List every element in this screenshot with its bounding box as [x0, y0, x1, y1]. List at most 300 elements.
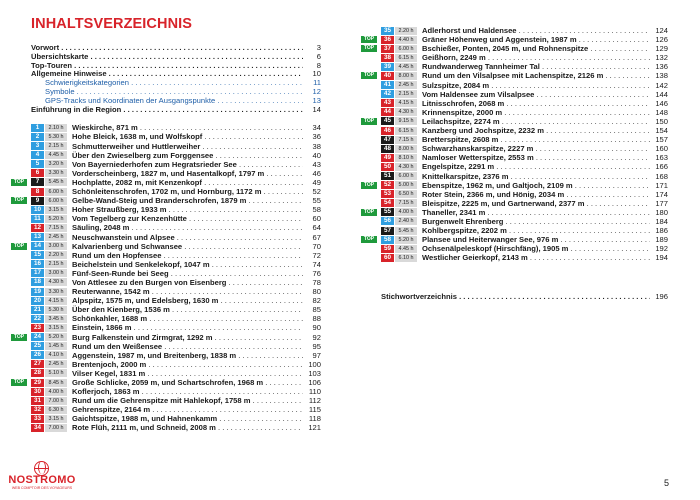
toc-entry[interactable] — [31, 79, 321, 88]
tour-duration: 2.20 h — [395, 27, 417, 35]
tour-entry[interactable] — [31, 151, 321, 160]
tour-page: 110 — [308, 387, 321, 397]
tour-number: 46 — [381, 127, 394, 135]
tour-page: 129 — [655, 44, 668, 54]
tour-page: 168 — [655, 171, 668, 181]
tour-title: Hoher Straußberg, 1933 m . . . — [72, 205, 303, 214]
tour-entry[interactable] — [381, 253, 668, 262]
tour-number: 43 — [381, 99, 394, 107]
tour-page: 138 — [655, 71, 668, 81]
tour-page: 46 — [312, 168, 321, 178]
tour-number: 38 — [381, 54, 394, 62]
tour-title: Über den Kienberg, 1536 m . . . — [72, 305, 303, 314]
toc-entry-page: 3 — [316, 43, 321, 52]
tour-entry[interactable] — [363, 207, 668, 217]
tour-duration: 4.30 h — [395, 108, 417, 116]
tour-entry[interactable] — [31, 342, 321, 351]
tour-entry[interactable] — [31, 414, 321, 423]
tour-title: Sulzspitze, 2084 m . . . — [422, 81, 650, 90]
tour-entry[interactable] — [31, 360, 321, 369]
top-tour-badge: TOP — [361, 182, 377, 189]
tour-entry[interactable] — [31, 423, 321, 432]
tour-number: 31 — [31, 397, 44, 405]
logo-subtitle: WEB COMPTOIR DES VOYAGEURS — [11, 486, 73, 490]
tour-title: Thaneller, 2341 m . . . — [422, 208, 650, 217]
toc-entry-page: 12 — [312, 86, 321, 96]
tour-duration: 3.00 h — [45, 242, 67, 250]
tour-duration: 3.45 h — [45, 315, 67, 323]
toc-entry-page: 8 — [316, 60, 321, 70]
tour-entry[interactable] — [13, 241, 321, 251]
tour-number: 5 — [31, 160, 44, 168]
tour-entry[interactable] — [381, 153, 668, 162]
tour-page: 34 — [312, 123, 321, 133]
tour-number: 40 — [381, 72, 394, 80]
tour-duration: 7.15 h — [45, 224, 67, 232]
index-entry-title: Stichwortverzeichnis . . . — [381, 293, 650, 302]
tour-number: 56 — [381, 217, 394, 225]
tour-title: Hohe Bleick, 1638 m, und Wolfskopf . . . — [72, 132, 303, 141]
tour-duration: 9.15 h — [395, 117, 417, 125]
tour-duration: 5.45 h — [395, 227, 417, 235]
index-entry[interactable] — [381, 293, 668, 302]
tour-entry[interactable] — [363, 235, 668, 245]
tour-number: 45 — [381, 117, 394, 125]
tour-duration: 2.15 h — [395, 90, 417, 98]
tour-page: 52 — [312, 187, 321, 197]
tour-entry[interactable] — [381, 26, 668, 35]
tour-number: 60 — [381, 254, 394, 262]
tour-duration: 5.20 h — [395, 236, 417, 244]
tour-page: 192 — [655, 244, 668, 254]
toc-entry-title: Vorwort . . . — [31, 44, 303, 53]
tour-page: 157 — [655, 135, 668, 145]
tour-title: Säuling, 2048 m . . . — [72, 223, 303, 232]
tour-title: Schönleitenschrofen, 1702 m, und Hornburg, 1172 m . . . — [72, 187, 303, 196]
tour-duration: 8.45 h — [45, 379, 67, 387]
section-gap — [31, 114, 321, 123]
tour-entry[interactable] — [31, 169, 321, 178]
top-tour-badge: TOP — [11, 379, 27, 386]
tour-page: 186 — [655, 226, 668, 236]
tour-entry[interactable] — [31, 369, 321, 378]
tour-duration: 6.00 h — [395, 172, 417, 180]
tour-number: 24 — [31, 333, 44, 341]
tour-page: 40 — [312, 150, 321, 160]
tour-number: 17 — [31, 269, 44, 277]
tour-entry[interactable] — [31, 296, 321, 305]
tour-entry[interactable] — [381, 53, 668, 62]
tour-entry[interactable] — [31, 278, 321, 287]
toc-entry-title: GPS-Tracks und Koordinaten der Ausgangspunkte . . . — [31, 97, 303, 106]
tour-title: Rund um den Weißensee . . . — [72, 342, 303, 351]
tour-number: 37 — [381, 45, 394, 53]
index-entry-page: 196 — [655, 292, 668, 301]
tour-duration: 5.00 h — [395, 181, 417, 189]
top-tour-badge: TOP — [361, 118, 377, 125]
tour-title: Leilachspitze, 2274 m . . . — [422, 117, 650, 126]
tour-number: 35 — [381, 27, 394, 35]
toc-entry[interactable] — [31, 53, 321, 62]
tour-page: 76 — [312, 268, 321, 278]
toc-entry-page: 14 — [312, 104, 321, 114]
tour-entry[interactable] — [381, 99, 668, 108]
top-tour-badge: TOP — [361, 45, 377, 52]
tour-page: 72 — [312, 250, 321, 260]
tour-title: Schmutterweiher und Huttlerweiher . . . — [72, 142, 303, 151]
tour-title: Große Schlicke, 2059 m, und Schartschrofen, 1968 m . . . — [72, 378, 303, 387]
tour-title: Gehrenspitze, 2164 m . . . — [72, 405, 303, 414]
tour-title: Ebenspitze, 1962 m, und Galtjoch, 2109 m . . . — [422, 181, 650, 190]
tour-number: 18 — [31, 278, 44, 286]
tour-duration: 7.15 h — [395, 136, 417, 144]
tour-page: 121 — [308, 423, 321, 433]
tour-page: 124 — [655, 26, 668, 35]
tour-page: 150 — [655, 116, 668, 126]
tour-duration: 3.15 h — [45, 206, 67, 214]
tour-duration: 4.45 h — [395, 245, 417, 253]
tour-entry[interactable] — [381, 108, 668, 117]
tour-duration: 2.20 h — [45, 251, 67, 259]
tour-entry[interactable] — [31, 260, 321, 269]
top-tour-badge: TOP — [11, 243, 27, 250]
tour-entry[interactable] — [31, 287, 321, 296]
tour-page: 136 — [655, 62, 668, 72]
tour-title: Vilser Kegel, 1831 m . . . — [72, 369, 303, 378]
tour-title: Vom Haldensee zum Vilsalpsee . . . — [422, 90, 650, 99]
tour-title: Engelspitze, 2291 m . . . — [422, 162, 650, 171]
tour-duration: 3.30 h — [45, 169, 67, 177]
publisher-logo — [6, 461, 78, 491]
tour-title: Bleispitze, 2225 m, und Gartnerwand, 2377 m . . . — [422, 199, 650, 208]
tour-page: 115 — [308, 405, 321, 415]
tour-title: Adlerhorst und Haldensee . . . — [422, 26, 650, 35]
tour-number: 55 — [381, 208, 394, 216]
tour-entry[interactable] — [31, 351, 321, 360]
tour-number: 2 — [31, 133, 44, 141]
tour-duration: 5.20 h — [45, 215, 67, 223]
tour-duration: 2.45 h — [45, 233, 67, 241]
tour-page: 82 — [312, 296, 321, 306]
tour-entry[interactable] — [31, 223, 321, 232]
tour-duration: 3.15 h — [45, 415, 67, 423]
tour-number: 16 — [31, 260, 44, 268]
tour-number: 50 — [381, 163, 394, 171]
tour-title: Namloser Wetterspitze, 2553 m . . . — [422, 153, 650, 162]
tour-title: Rund um die Gehrenspitze mit Hahlekopf, 1758 m . . . — [72, 396, 303, 405]
tour-page: 49 — [312, 177, 321, 187]
tour-page: 95 — [312, 341, 321, 351]
tour-duration: 6.50 h — [395, 190, 417, 198]
tour-number: 51 — [381, 172, 394, 180]
tour-entry[interactable] — [31, 323, 321, 332]
top-tour-badge: TOP — [11, 334, 27, 341]
tour-duration: 5.30 h — [45, 133, 67, 141]
tour-entry[interactable] — [381, 144, 668, 153]
tour-duration: 4.00 h — [45, 388, 67, 396]
tour-number: 25 — [31, 342, 44, 350]
tour-duration: 5.10 h — [45, 369, 67, 377]
tour-number: 6 — [31, 169, 44, 177]
tour-duration: 7.00 h — [45, 424, 67, 432]
tour-number: 39 — [381, 63, 394, 71]
tour-page: 189 — [655, 235, 668, 245]
top-tour-badge: TOP — [361, 72, 377, 79]
tour-number: 22 — [31, 315, 44, 323]
tour-title: Kanzberg und Jochspitze, 2232 m . . . — [422, 126, 650, 135]
tour-title: Burg Falkenstein und Zirmgrat, 1292 m . . . — [72, 333, 303, 342]
tour-number: 14 — [31, 242, 44, 250]
tour-entry[interactable] — [363, 35, 668, 45]
tour-duration: 3.30 h — [45, 288, 67, 296]
tour-number: 1 — [31, 124, 44, 132]
tour-duration: 4.30 h — [45, 278, 67, 286]
tour-page: 74 — [312, 259, 321, 269]
tour-title: Beichelstein und Senkelekopf, 1047 m . . . — [72, 260, 303, 269]
tour-number: 34 — [31, 424, 44, 432]
toc-entry[interactable] — [31, 106, 321, 115]
tour-number: 20 — [31, 297, 44, 305]
tour-entry[interactable] — [31, 132, 321, 141]
tour-duration: 8.00 h — [395, 72, 417, 80]
tour-entry[interactable] — [363, 116, 668, 126]
tour-entry[interactable] — [31, 251, 321, 260]
page-title: INHALTSVERZEICHNIS — [31, 16, 193, 32]
tour-page: 177 — [655, 198, 668, 208]
tour-entry[interactable] — [31, 160, 321, 169]
tour-entry[interactable] — [381, 162, 668, 171]
tour-number: 12 — [31, 224, 44, 232]
tour-entry[interactable] — [31, 205, 321, 214]
tour-list-right — [363, 26, 668, 263]
tour-entry[interactable] — [381, 199, 668, 208]
tour-entry[interactable] — [381, 135, 668, 144]
tour-entry[interactable] — [13, 196, 321, 206]
tour-entry[interactable] — [381, 172, 668, 181]
tour-title: Brentenjoch, 2000 m . . . — [72, 360, 303, 369]
toc-entry[interactable] — [31, 62, 321, 71]
tour-title: Aggenstein, 1987 m, und Breitenberg, 1838 m . . . — [72, 351, 303, 360]
tour-page: 36 — [312, 132, 321, 142]
tour-duration: 6.00 h — [45, 197, 67, 205]
tour-entry[interactable] — [363, 71, 668, 81]
tour-duration: 6.00 h — [45, 188, 67, 196]
tour-title: Bschießer, Ponten, 2045 m, und Rohnenspitze . . . — [422, 44, 650, 53]
tour-number: 4 — [31, 151, 44, 159]
tour-number: 8 — [31, 188, 44, 196]
right-column — [363, 26, 668, 263]
tour-title: Wieskirche, 871 m . . . — [72, 123, 303, 132]
tour-entry[interactable] — [13, 332, 321, 342]
toc-entry[interactable] — [31, 70, 321, 79]
tour-title: Rund um den Hopfensee . . . — [72, 251, 303, 260]
tour-title: Geißhorn, 2249 m . . . — [422, 53, 650, 62]
tour-duration: 5.20 h — [45, 333, 67, 341]
tour-entry[interactable] — [31, 233, 321, 242]
logo-wordmark: NOSTROMO — [8, 474, 76, 486]
toc-entry[interactable] — [31, 44, 321, 53]
top-tour-badge: TOP — [361, 209, 377, 216]
toc-entry[interactable] — [31, 88, 321, 97]
tour-number: 44 — [381, 108, 394, 116]
tour-duration: 4.10 h — [45, 351, 67, 359]
tour-duration: 2.15 h — [45, 142, 67, 150]
tour-page: 126 — [655, 35, 668, 45]
tour-title: Einstein, 1866 m . . . — [72, 323, 303, 332]
tour-duration: 4.15 h — [45, 297, 67, 305]
tour-number: 26 — [31, 351, 44, 359]
tour-number: 32 — [31, 406, 44, 414]
tour-entry[interactable] — [381, 126, 668, 135]
tour-page: 78 — [312, 277, 321, 287]
tour-number: 41 — [381, 81, 394, 89]
tour-duration: 3.20 h — [45, 160, 67, 168]
tour-number: 11 — [31, 215, 44, 223]
tour-number: 58 — [381, 236, 394, 244]
toc-entry[interactable] — [31, 97, 321, 106]
tour-duration: 2.40 h — [395, 217, 417, 225]
tour-page: 58 — [312, 205, 321, 215]
left-column — [13, 43, 321, 433]
tour-entry[interactable] — [31, 214, 321, 223]
tour-page: 70 — [312, 241, 321, 251]
tour-title: Fünf-Seen-Runde bei Seeg . . . — [72, 269, 303, 278]
tour-entry[interactable] — [31, 123, 321, 132]
tour-page: 154 — [655, 126, 668, 136]
tour-page: 85 — [312, 305, 321, 315]
tour-title: Reuterwanne, 1542 m . . . — [72, 287, 303, 296]
tour-entry[interactable] — [381, 81, 668, 90]
tour-number: 23 — [31, 324, 44, 332]
tour-page: 90 — [312, 323, 321, 333]
tour-number: 42 — [381, 90, 394, 98]
tour-page: 43 — [312, 159, 321, 169]
tour-entry[interactable] — [381, 244, 668, 253]
tour-title: Vorderscheinberg, 1827 m, und Hasentalkopf, 1797 m . . . — [72, 169, 303, 178]
tour-title: Litnisschrofen, 2068 m . . . — [422, 99, 650, 108]
tour-page: 60 — [312, 214, 321, 224]
tour-title: Plansee und Heiterwanger See, 976 m . . . — [422, 235, 650, 244]
tour-entry[interactable] — [363, 180, 668, 190]
tour-page: 174 — [655, 189, 668, 199]
tour-entry[interactable] — [31, 187, 321, 196]
tour-page: 184 — [655, 216, 668, 226]
toc-entry-title: Schwierigkeitskategorien . . . — [31, 79, 303, 88]
tour-entry[interactable] — [31, 305, 321, 314]
tour-number: 36 — [381, 36, 394, 44]
tour-duration: 5.45 h — [45, 178, 67, 186]
tour-duration: 7.15 h — [395, 199, 417, 207]
tour-duration: 4.15 h — [395, 99, 417, 107]
toc-entry-page: 10 — [312, 69, 321, 79]
tour-entry[interactable] — [13, 378, 321, 387]
tour-page: 88 — [312, 314, 321, 324]
tour-page: 100 — [308, 359, 321, 369]
tour-entry[interactable] — [31, 142, 321, 151]
tour-title: Burgenwelt Ehrenberg . . . — [422, 217, 650, 226]
tour-number: 19 — [31, 288, 44, 296]
tour-page: 64 — [312, 223, 321, 233]
tour-entry[interactable] — [31, 405, 321, 414]
toc-entry-page: 11 — [313, 78, 321, 88]
tour-title: Koflerjoch, 1863 m . . . — [72, 387, 303, 396]
top-tour-badge: TOP — [11, 179, 27, 186]
tour-number: 48 — [381, 145, 394, 153]
tour-page: 80 — [312, 287, 321, 297]
tour-duration: 6.15 h — [395, 127, 417, 135]
tour-entry[interactable] — [31, 314, 321, 323]
tour-number: 33 — [31, 415, 44, 423]
tour-title: Alpspitz, 1575 m, und Edelsberg, 1630 m . . . — [72, 296, 303, 305]
tour-duration: 2.45 h — [395, 81, 417, 89]
tour-number: 52 — [381, 181, 394, 189]
tour-entry[interactable] — [13, 177, 321, 187]
tour-number: 15 — [31, 251, 44, 259]
tour-entry[interactable] — [31, 269, 321, 278]
tour-duration: 2.45 h — [45, 360, 67, 368]
tour-number: 57 — [381, 227, 394, 235]
tour-entry[interactable] — [381, 226, 668, 235]
tour-duration: 4.40 h — [395, 36, 417, 44]
tour-number: 54 — [381, 199, 394, 207]
tour-number: 30 — [31, 388, 44, 396]
tour-entry[interactable] — [381, 190, 668, 199]
tour-entry[interactable] — [31, 396, 321, 405]
tour-title: Von Attlesee zu den Burgen von Eisenberg . . . — [72, 278, 303, 287]
tour-number: 10 — [31, 206, 44, 214]
tour-page: 112 — [308, 396, 321, 406]
tour-entry[interactable] — [381, 217, 668, 226]
toc-entry-page: 13 — [312, 95, 321, 105]
tour-number: 29 — [31, 379, 44, 387]
tour-number: 47 — [381, 136, 394, 144]
tour-number: 49 — [381, 154, 394, 162]
tour-page: 92 — [312, 332, 321, 342]
tour-entry[interactable] — [363, 44, 668, 54]
tour-page: 142 — [655, 80, 668, 90]
tour-entry[interactable] — [31, 387, 321, 396]
tour-title: Von Bayerniederhofen zum Hegratsrieder See . . . — [72, 160, 303, 169]
tour-number: 59 — [381, 245, 394, 253]
tour-duration: 5.30 h — [45, 306, 67, 314]
toc-entry-page: 6 — [316, 51, 321, 61]
tour-title: Gaichtspitze, 1988 m, und Hahnenkamm . . . — [72, 414, 303, 423]
tour-duration: 2.10 h — [45, 124, 67, 132]
tour-duration: 6.10 h — [395, 254, 417, 262]
tour-page: 106 — [308, 378, 321, 387]
tour-title: Über den Zwieselberg zum Forggensee . . . — [72, 151, 303, 160]
top-tour-badge: TOP — [361, 36, 377, 43]
tour-title: Schwarzhanskarspitze, 2227 m . . . — [422, 144, 650, 153]
page-number: 5 — [664, 478, 670, 488]
tour-page: 148 — [655, 107, 668, 117]
toc-entry-title: Allgemeine Hinweise . . . — [31, 70, 303, 79]
tour-page: 118 — [308, 414, 321, 424]
tour-title: Ochsenälpeleskopf (Hirschfäng), 1905 m . . . — [422, 244, 650, 253]
tour-page: 97 — [312, 350, 321, 360]
tour-duration: 8.00 h — [395, 145, 417, 153]
tour-duration: 8.10 h — [395, 154, 417, 162]
tour-page: 132 — [655, 53, 668, 63]
tour-entry[interactable] — [381, 90, 668, 99]
tour-duration: 4.45 h — [45, 151, 67, 159]
tour-entry[interactable] — [381, 62, 668, 71]
tour-duration: 7.00 h — [45, 397, 67, 405]
toc-entry-title: Top-Touren . . . — [31, 62, 303, 71]
tour-title: Hochplatte, 2082 m, mit Kenzenkopf . . . — [72, 178, 303, 187]
tour-title: Kalvarienberg und Schwansee . . . — [72, 242, 303, 251]
tour-number: 7 — [31, 178, 44, 186]
